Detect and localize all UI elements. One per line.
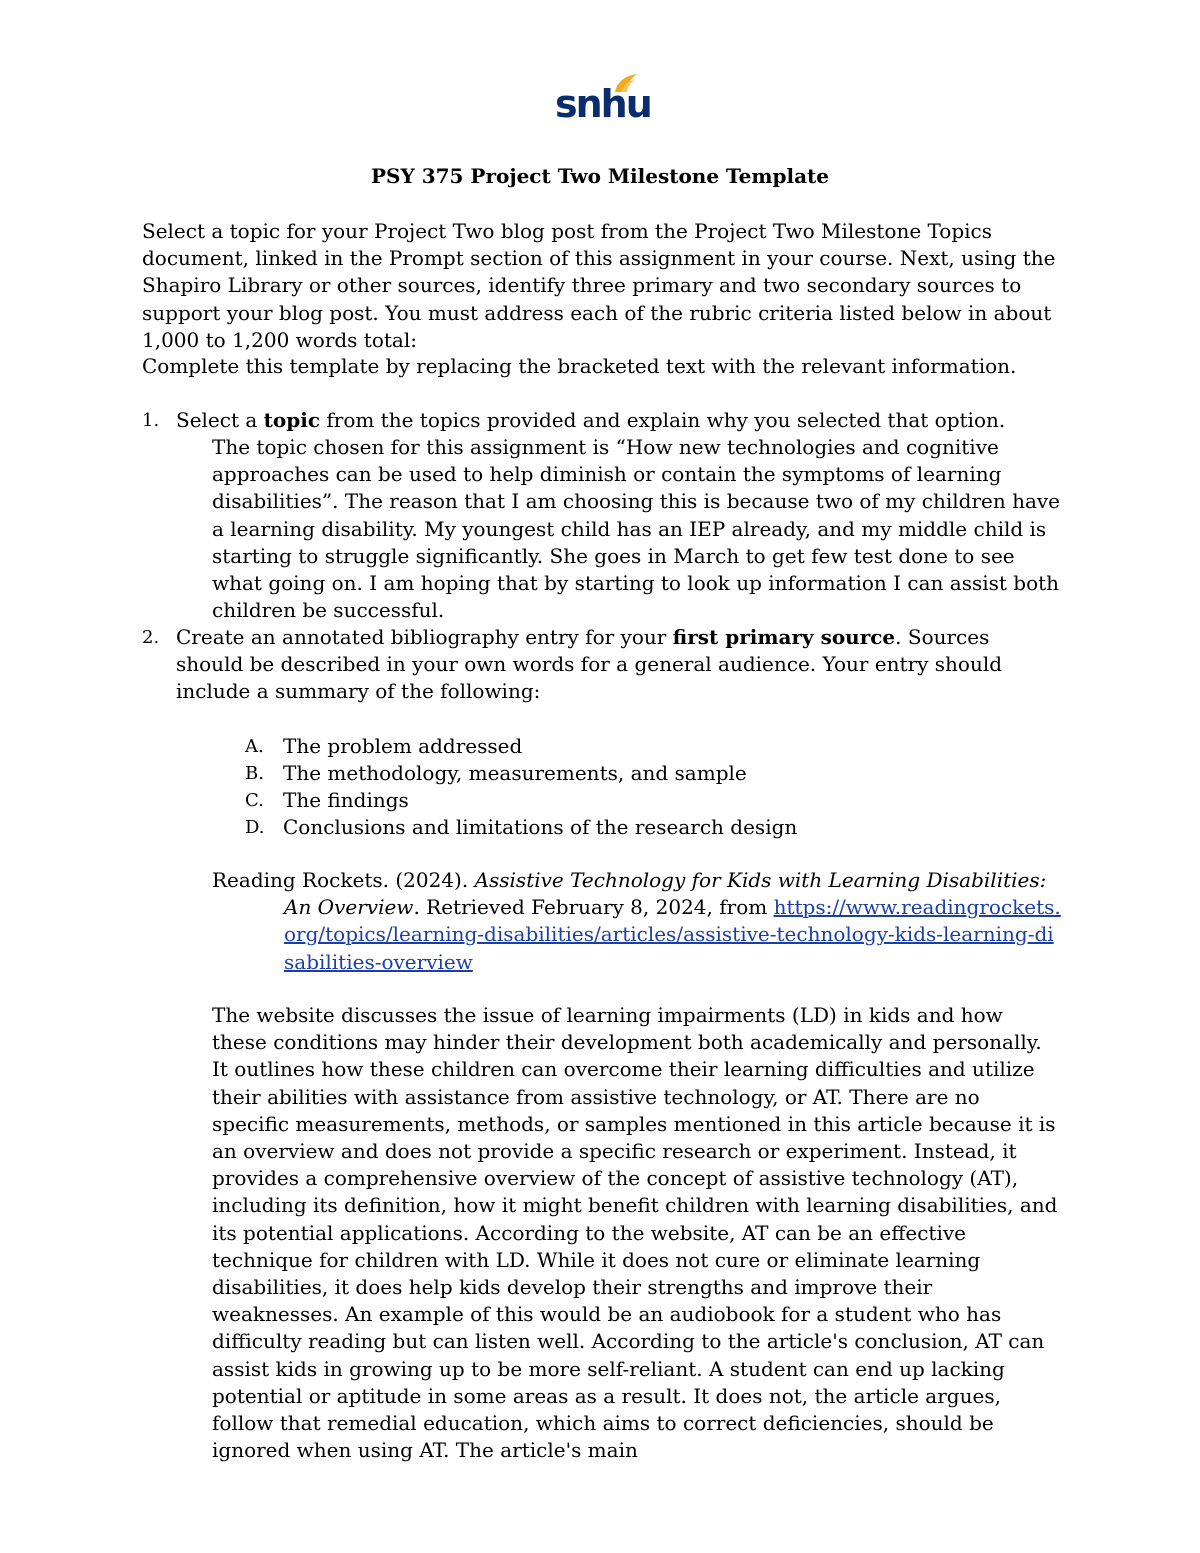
list-number: 1. <box>142 410 160 431</box>
intro-paragraph: Select a topic for your Project Two blog post from the Project Two Milestone Topics document, linked in the Prompt section of this assignment in your course. Next, using the Shapiro Library or other sources, identify three primary and two secondary sources to support your blog post. You must address each of the rubric criteria listed below in about 1,000 to 1,200 words total: <box>142 219 1056 352</box>
sub-item: A. The problem addressed <box>245 734 523 758</box>
sub-item: C. The findings <box>245 788 409 812</box>
citation: Reading Rockets. (2024). Assistive Technology for Kids with Learning Disabilities: An Overview. Retrieved February 8, 2024, from https://www.readingrockets.org/topics/learning-disabilities/articles/assistive-technology-kids-learning-disabilities-overview <box>212 868 1061 974</box>
annotation-paragraph: The website discusses the issue of learning impairments (LD) in kids and how these conditions may hinder their development both academically and personally. It outlines how these children can overcome their learning difficulties and utilize their abilities with assistance from assistive technology, or AT. There are no specific measurements, methods, or samples mentioned in this article because it is an overview and does not provide a specific research or experiment. Instead, it provides a comprehensive overview of the concept of assistive technology (AT), including its definition, how it might benefit children with learning disabilities, and its potential applications. According to the website, AT can be an effective technique for children with LD. While it does not cure or eliminate learning disabilities, it does help kids develop their strengths and improve their weaknesses. An example of this would be an audiobook for a student who has difficulty reading but can listen well. According to the article's conclusion, AT can assist kids in growing up to be more self-reliant. A student can end up lacking potential or aptitude in some areas as a result. It does not, the article argues, follow that remedial education, which aims to correct deficiencies, should be ignored when using AT. The article's main <box>212 1003 1058 1463</box>
item1-prompt: Select a topic from the topics provided and explain why you selected that option. <box>176 408 1006 432</box>
item2-prompt: Create an annotated bibliography entry for your first primary source. Sources should be described in your own words for a general audience. Your entry should include a summary of the following: <box>176 625 1003 704</box>
instructions-paragraph: Complete this template by replacing the bracketed text with the relevant information. <box>142 354 1017 378</box>
item1-answer: The topic chosen for this assignment is “How new technologies and cognitive approaches can be used to help diminish or contain the symptoms of learning disabilities”. The reason that I am choosing this is because two of my children have a learning disability. My youngest child has an IEP already, and my middle child is starting to struggle significantly. She goes in March to get few test done to see what going on. I am hoping that by starting to look up information I can assist both children be successful. <box>212 435 1061 623</box>
sub-item: D. Conclusions and limitations of the research design <box>245 815 798 839</box>
sub-item: B. The methodology, measurements, and sample <box>245 761 747 785</box>
snhu-logo <box>555 72 651 134</box>
page-title: PSY 375 Project Two Milestone Template <box>371 164 829 188</box>
logo-text: snhu <box>555 82 651 126</box>
list-number: 2. <box>142 627 160 648</box>
citation-title: Assistive Technology for Kids with Learning Disabilities: An Overview <box>284 868 1047 920</box>
citation-link[interactable]: https://www.readingrockets.org/topics/learning-disabilities/articles/assistive-technology-kids-learning-disabilities-overview <box>284 895 1061 974</box>
